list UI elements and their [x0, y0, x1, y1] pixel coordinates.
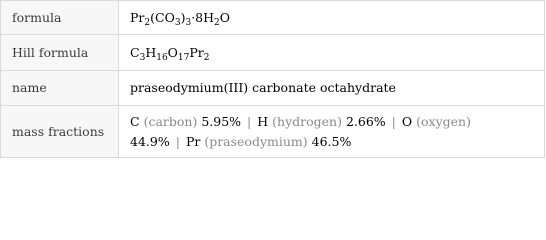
- fraction-element: (hydrogen): [272, 113, 342, 129]
- mass-fractions-value: [119, 106, 545, 158]
- fraction-percent: 44.9%: [130, 133, 170, 149]
- fraction-percent: 5.95%: [201, 113, 242, 129]
- formula-value: $Pr_2(CO_3)_3\cdot 8H_2O$: [119, 1, 545, 35]
- table-row-mass-fractions: [1, 106, 545, 158]
- fraction-element: (carbon): [143, 113, 198, 129]
- fraction-element: (oxygen): [416, 113, 471, 129]
- row-label: Hill formula: [1, 35, 119, 71]
- row-label: mass fractions: [1, 106, 119, 158]
- fraction-symbol: Pr: [185, 133, 201, 149]
- table-row-hill-formula: [1, 35, 545, 71]
- fraction-symbol: C: [130, 113, 140, 129]
- fraction-symbol: H: [257, 113, 269, 129]
- fraction-symbol: O: [401, 113, 413, 129]
- row-label: name: [1, 71, 119, 106]
- name-value: praseodymium(III) carbonate octahydrate: [119, 71, 545, 106]
- separator: |: [247, 113, 252, 129]
- fraction-percent: 2.66%: [345, 113, 386, 129]
- table-row-formula: [1, 1, 545, 35]
- table-row-name: [1, 71, 545, 106]
- fraction-element: (praseodymium): [204, 133, 308, 149]
- separator: |: [175, 133, 180, 149]
- separator: |: [391, 113, 396, 129]
- row-label: formula: [1, 1, 119, 35]
- hill-formula-value: $C_3H_{16}O_{17}Pr_2$: [119, 35, 545, 71]
- fraction-percent: 46.5%: [311, 133, 352, 149]
